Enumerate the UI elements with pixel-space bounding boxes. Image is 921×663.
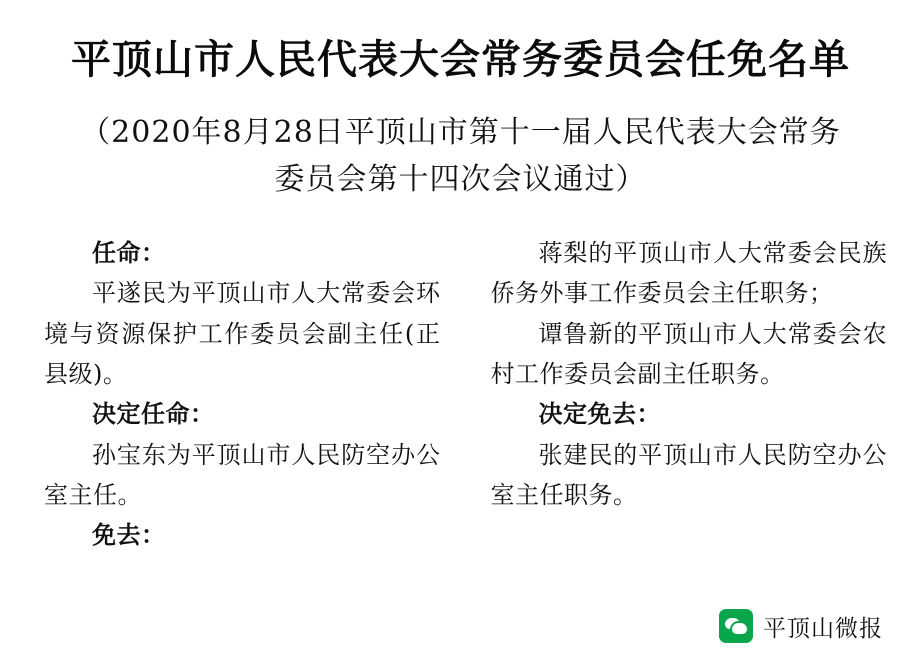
paragraph-remove-label: 免去：: [92, 520, 166, 550]
brand-name: 平顶山微报: [763, 615, 883, 642]
paragraph-decide-appoint-body: 孙宝东为平顶山市人民防空办公室主任。: [44, 440, 441, 509]
paragraph-appoint-body: 平遂民为平顶山市人大常委会环境与资源保护工作委员会副主任(正县级)。: [44, 279, 441, 388]
paragraph-decide-remove-body: 张建民的平顶山市人民防空办公室主任职务。: [490, 440, 887, 509]
right-column: [491, 233, 888, 556]
wechat-official-account-icon: [719, 609, 753, 643]
paragraph-decide-remove-label: 决定免去：: [538, 399, 661, 429]
document-body: [34, 233, 887, 556]
footer-brand: [719, 609, 883, 643]
paragraph-decide-appoint-label: 决定任命：: [92, 399, 215, 429]
document-subtitle: （2020年8月28日平顶山市第十一届人民代表大会常务委员会第十四次会议通过）: [80, 115, 841, 197]
left-column: [44, 233, 441, 556]
paragraph-remove-body-2: 谭鲁新的平顶山市人大常委会农村工作委员会副主任职务。: [490, 319, 887, 388]
document-page: [0, 36, 921, 663]
paragraph-remove-body-1: 蒋梨的平顶山市人大常委会民族侨务外事工作委员会主任职务；: [490, 239, 887, 308]
paragraph-appoint-label: 任命：: [92, 238, 166, 267]
page-title: 平顶山市人民代表大会常务委员会任免名单: [71, 36, 850, 83]
